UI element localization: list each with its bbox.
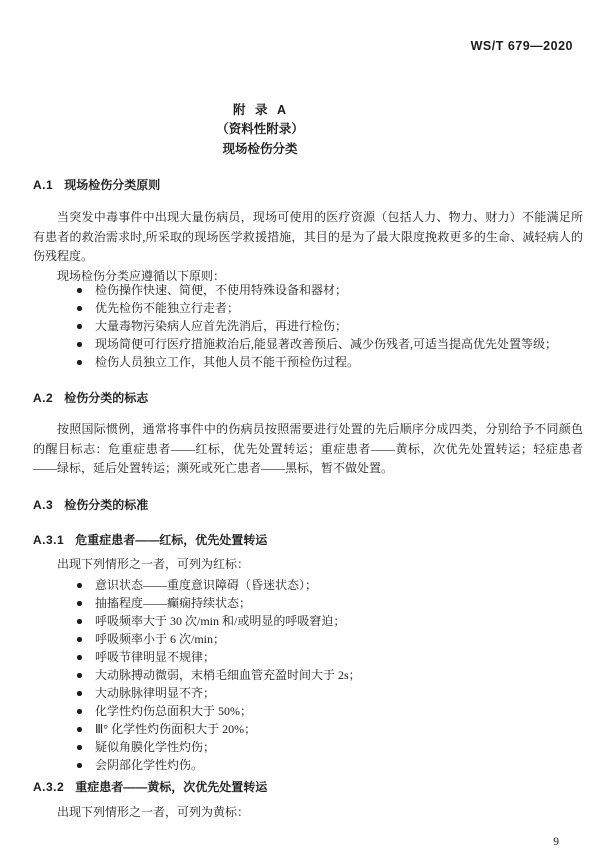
list-item <box>33 684 599 702</box>
section-a31-intro: 出现下列情形之一者，可列为红标： <box>57 557 250 571</box>
list-item-text: 呼吸频率小于 6 次/min； <box>95 632 226 646</box>
appendix-title: 附 录 A <box>233 103 287 117</box>
bullet-icon <box>77 306 82 311</box>
bullet-icon <box>77 691 82 696</box>
section-title: 检伤分类的标志 <box>64 391 149 405</box>
section-title: 重症患者——黄标，次优先处置转运 <box>75 780 268 794</box>
list-item <box>33 353 599 371</box>
paragraph: 按照国际惯例，通常将事件中的伤病员按照需要进行处置的先后顺序分成四类，分别给予不同颜色的醒目标志：危重症患者——红标，优先处置转运；重症患者——黄标，次优先处置转运；轻症患者——绿标，延后处置转运；濒死或死亡患者——黑标，暂不做处置。 <box>33 422 583 475</box>
bullet-icon <box>77 601 82 606</box>
bullet-icon <box>77 673 82 678</box>
list-item <box>33 648 599 666</box>
bullet-icon <box>77 288 82 293</box>
list-item-text: 现场简便可行医疗措施救治后,能显著改善预后、减少伤残者,可适当提高优先处置等级； <box>95 337 558 351</box>
list-item-text: 化学性灼伤总面积大于 50%； <box>95 704 252 718</box>
list-item-text: 大动脉脉律明显不齐； <box>95 686 216 700</box>
appendix-name: 现场检伤分类 <box>222 141 298 156</box>
appendix-title-block <box>0 101 520 159</box>
bullet-icon <box>77 619 82 624</box>
bullet-icon <box>77 727 82 732</box>
list-item <box>33 317 599 335</box>
list-item-text: 大动脉搏动微弱，末梢毛细血管充盈时间大于 2s； <box>95 668 361 682</box>
list-item <box>33 720 599 738</box>
section-a3-heading <box>33 496 583 513</box>
list-item-text: 检伤人员独立工作，其他人员不能干预检伤过程。 <box>95 355 360 369</box>
list-item-text: 检伤操作快速、简便，不使用特殊设备和器材； <box>95 283 348 297</box>
section-a1-body <box>33 208 583 286</box>
section-a2-heading <box>33 389 583 406</box>
section-a1-bullet-list <box>33 281 599 371</box>
bullet-icon <box>77 324 82 329</box>
standard-code-header: WS/T 679—2020 <box>470 39 573 53</box>
list-item <box>33 756 599 774</box>
bullet-icon <box>77 583 82 588</box>
bullet-icon <box>77 763 82 768</box>
list-item <box>33 335 599 353</box>
list-item <box>33 281 599 299</box>
list-item-text: 抽搐程度——癫痫持续状态； <box>95 596 252 610</box>
list-item <box>33 612 599 630</box>
section-number: A.1 <box>33 178 54 192</box>
paragraph: 当突发中毒事件中出现大量伤病员，现场可使用的医疗资源（包括人力、物力、财力）不能满足所有患者的救治需求时,所采取的现场医学救援措施，其目的是为了最大限度挽救更多的生命、减轻病人的伤残程度。 <box>33 210 583 263</box>
list-item <box>33 630 599 648</box>
section-title: 检伤分类的标准 <box>64 498 149 512</box>
list-item <box>33 702 599 720</box>
section-a31-bullet-list <box>33 576 599 774</box>
list-item <box>33 594 599 612</box>
bullet-icon <box>77 360 82 365</box>
page-number: 9 <box>553 836 559 848</box>
list-item-text: 疑似角膜化学性灼伤； <box>95 740 216 754</box>
section-title: 危重症患者——红标，优先处置转运 <box>75 533 268 547</box>
section-a1-heading <box>33 176 583 193</box>
section-a2-body <box>33 420 583 479</box>
list-item <box>33 299 599 317</box>
paragraph: 现场检伤分类应遵循以下原则： <box>57 268 226 283</box>
bullet-icon <box>77 637 82 642</box>
bullet-icon <box>77 342 82 347</box>
list-item <box>33 576 599 594</box>
appendix-subtitle: （资料性附录） <box>216 122 304 137</box>
section-a31-heading <box>33 531 583 548</box>
list-item-text: 呼吸频率大于 30 次/min 和/或明显的呼吸窘迫； <box>95 614 346 628</box>
section-number: A.3.2 <box>33 780 65 794</box>
list-item-text: 大量毒物污染病人应首先洗消后，再进行检伤； <box>95 319 348 333</box>
section-title: 现场检伤分类原则 <box>64 178 161 192</box>
section-number: A.3.1 <box>33 533 65 547</box>
list-item <box>33 738 599 756</box>
section-a32-intro: 出现下列情形之一者，可列为黄标： <box>57 805 250 819</box>
bullet-icon <box>77 655 82 660</box>
bullet-icon <box>77 745 82 750</box>
list-item-text: 优先检伤不能独立行走者； <box>95 301 240 315</box>
list-item-text: 会阴部化学性灼伤。 <box>95 758 204 772</box>
bullet-icon <box>77 709 82 714</box>
list-item-text: 意识状态——重度意识障碍（昏迷状态）； <box>95 578 318 592</box>
section-number: A.3 <box>33 498 54 512</box>
list-item-text: Ⅲ° 化学性灼伤面积大于 20%； <box>95 722 257 736</box>
section-a32-heading <box>33 778 583 795</box>
list-item <box>33 666 599 684</box>
list-item-text: 呼吸节律明显不规律； <box>95 650 216 664</box>
section-number: A.2 <box>33 391 54 405</box>
